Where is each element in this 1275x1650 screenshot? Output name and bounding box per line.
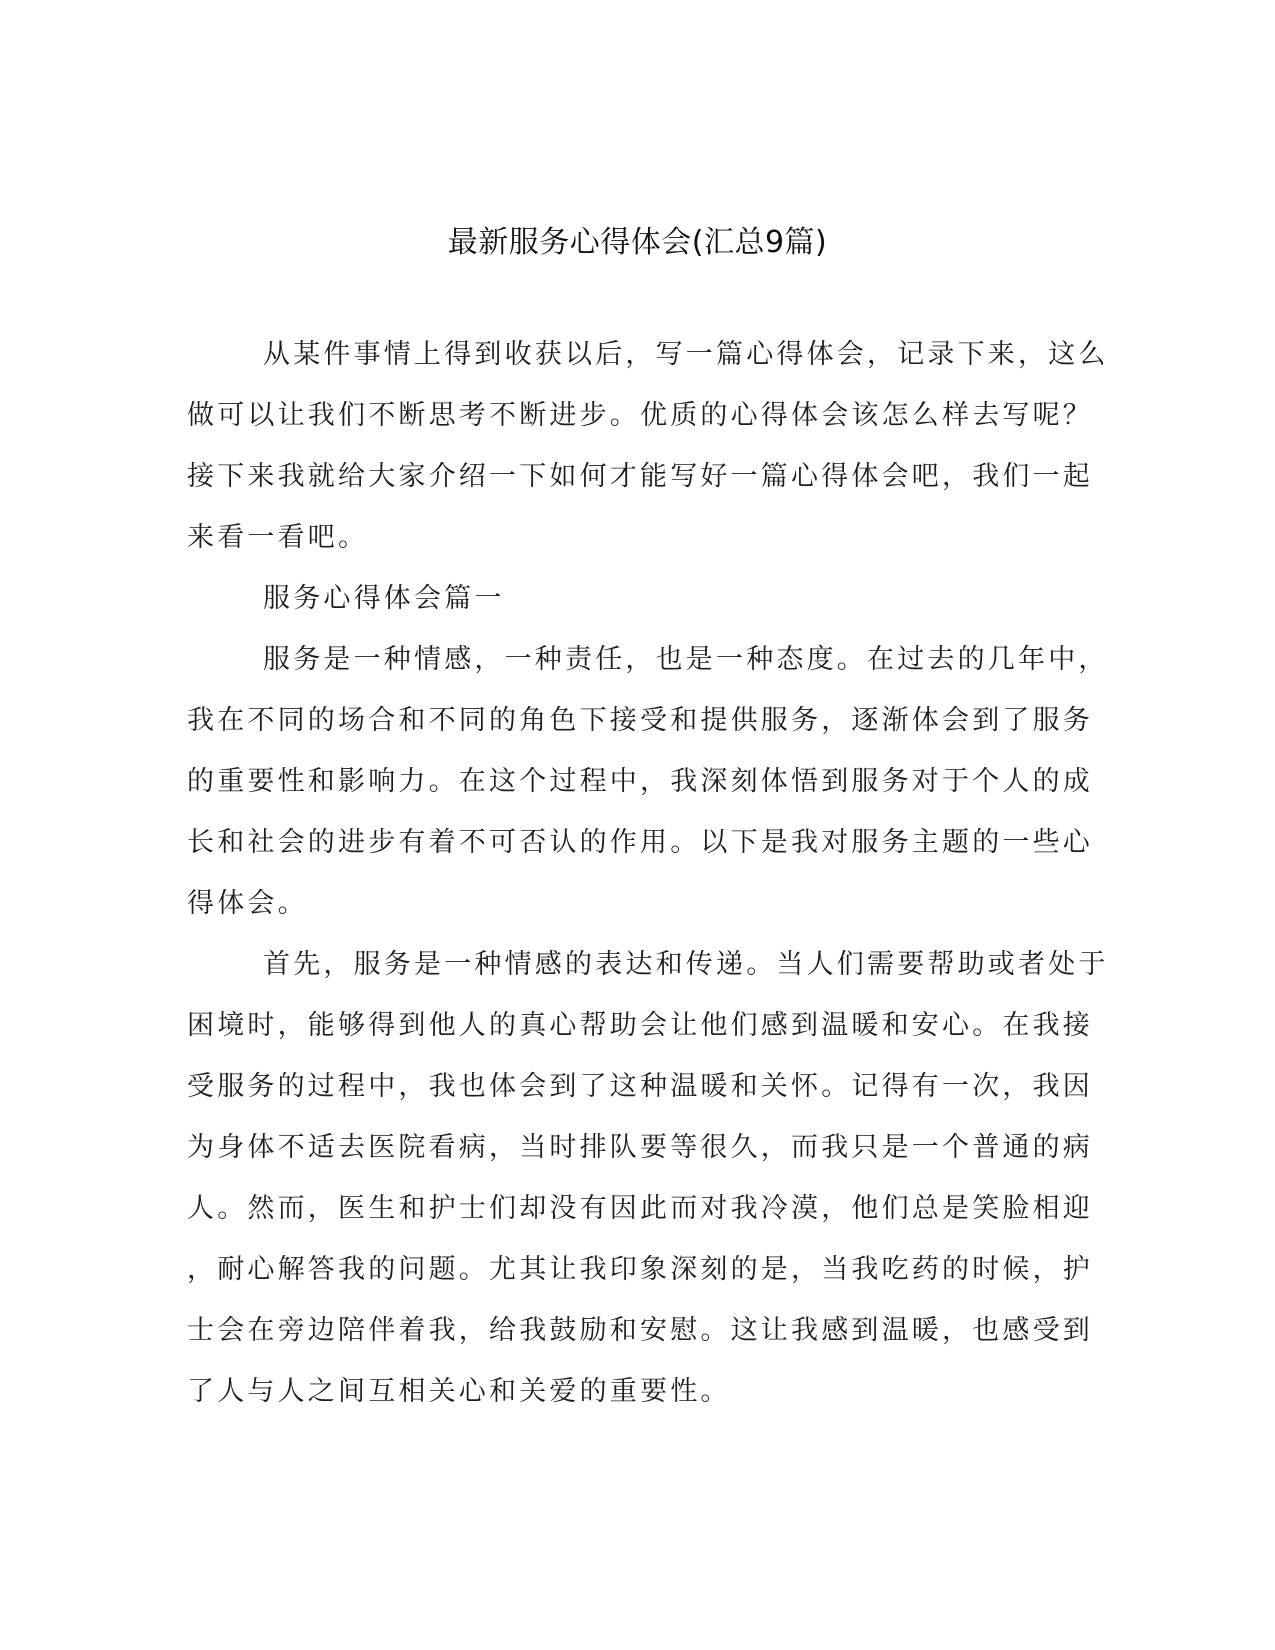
- paragraph-1-line-4: 长和社会的进步有着不可否认的作用。以下是我对服务主题的一些心: [187, 827, 1093, 858]
- intro-paragraph-line-4: 来看一看吧。: [187, 522, 369, 553]
- paragraph-2-line-8: 了人与人之间互相关心和关爱的重要性。: [187, 1376, 731, 1407]
- document-body: [187, 324, 1109, 1422]
- paragraph-2-line-2: 困境时，能够得到他人的真心帮助会让他们感到温暖和安心。在我接: [187, 1010, 1093, 1041]
- paragraph-1-line-5: 得体会。: [187, 888, 308, 919]
- paragraph-1-line-1: 服务是一种情感，一种责任，也是一种态度。在过去的几年中，: [263, 644, 1109, 675]
- intro-paragraph-line-2: 做可以让我们不断思考不断进步。优质的心得体会该怎么样去写呢？: [187, 400, 1093, 431]
- paragraph-2-line-5: 人。然而，医生和护士们却没有因此而对我冷漠，他们总是笑脸相迎: [187, 1193, 1093, 1224]
- paragraph-1-line-3: 的重要性和影响力。在这个过程中，我深刻体悟到服务对于个人的成: [187, 766, 1093, 797]
- paragraph-2-line-6: ，耐心解答我的问题。尤其让我印象深刻的是，当我吃药的时候，护: [187, 1254, 1093, 1285]
- paragraph-2-line-7: 士会在旁边陪伴着我，给我鼓励和安慰。这让我感到温暖，也感受到: [187, 1315, 1093, 1346]
- intro-paragraph-line-1: 从某件事情上得到收获以后，写一篇心得体会，记录下来，这么: [263, 339, 1109, 370]
- document-title: 最新服务心得体会(汇总9篇): [447, 225, 828, 261]
- paragraph-1-line-2: 我在不同的场合和不同的角色下接受和提供服务，逐渐体会到了服务: [187, 705, 1093, 736]
- intro-paragraph-line-3: 接下来我就给大家介绍一下如何才能写好一篇心得体会吧，我们一起: [187, 461, 1093, 492]
- section-heading: 服务心得体会篇一: [263, 583, 505, 614]
- paragraph-2-line-1: 首先，服务是一种情感的表达和传递。当人们需要帮助或者处于: [263, 949, 1109, 980]
- paragraph-2-line-3: 受服务的过程中，我也体会到了这种温暖和关怀。记得有一次，我因: [187, 1071, 1093, 1102]
- paragraph-2-line-4: 为身体不适去医院看病，当时排队要等很久，而我只是一个普通的病: [187, 1132, 1093, 1163]
